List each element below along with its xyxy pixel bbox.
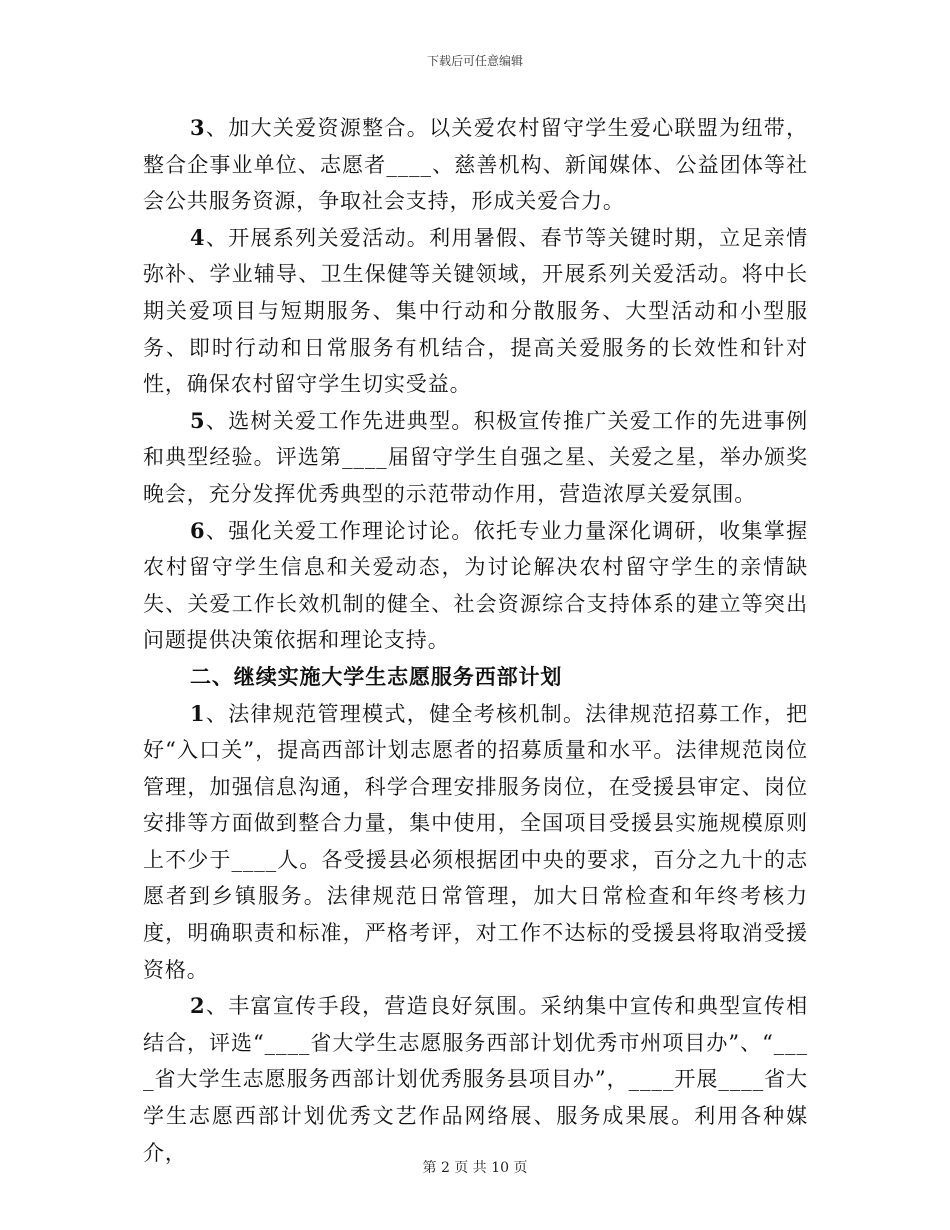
paragraph-item-5 (143, 403, 808, 513)
paragraph-text: 、法律规范管理模式，健全考核机制。法律规范招募工作，把好“入口关”，提高西部计划志愿者的招募质量和水平。法律规范岗位管理，加强信息沟通，科学合理安排服务岗位，在受援县审定、岗位安排等方面做到整合力量，集中使用，全国项目受援县实施规模原则上不少于____人。各受援县必须根据团中央的要求，百分之九十的志愿者到乡镇服务。法律规范日常管理，加大日常检查和年终考核力度，明确职责和标准，严格考评，对工作不达标的受援县将取消受援资格。 (143, 701, 808, 982)
paragraph-text: 、强化关爱工作理论讨论。依托专业力量深化调研，收集掌握农村留守学生信息和关爱动态，为讨论解决农村留守学生的亲情缺失、关爱工作长效机制的健全、社会资源综合支持体系的建立等突出问题提供决策依据和理论支持。 (143, 518, 808, 653)
item-number: 4 (190, 224, 206, 250)
paragraph-text: 、加大关爱资源整合。以关爱农村留守学生爱心联盟为纽带，整合企事业单位、志愿者____、慈善机构、新闻媒体、公益团体等社会公共服务资源，争取社会支持，形成关爱合力。 (143, 116, 808, 214)
paragraph-item-2 (143, 988, 808, 1171)
page-header-note: 下载后可任意编辑 (426, 54, 523, 68)
item-number: 5 (190, 407, 206, 433)
item-number: 6 (190, 517, 206, 543)
item-number: 2 (190, 993, 206, 1019)
paragraph-item-6 (143, 513, 808, 659)
document-body (143, 110, 808, 1171)
paragraph-item-4 (143, 220, 808, 403)
paragraph-text: 、丰富宣传手段，营造良好氛围。采纳集中宣传和典型宣传相结合，评选“____省大学生志愿服务西部计划优秀市州项目办”、“____省大学生志愿服务西部计划优秀服务县项目办”，____开展____省大学生志愿西部计划优秀文艺作品网络展、服务成果展。利用各种媒介， (143, 994, 808, 1165)
item-number: 1 (190, 700, 206, 726)
page-footer-number: 第 2 页 共 10 页 (422, 1160, 528, 1176)
paragraph-item-1 (143, 696, 808, 989)
section-heading: 二、继续实施大学生志愿服务西部计划 (190, 663, 563, 689)
item-number: 3 (190, 115, 206, 140)
paragraph-text: 、选树关爱工作先进典型。积极宣传推广关爱工作的先进事例和典型经验。评选第____届留守学生自强之星、关爱之星，举办颁奖晚会，充分发挥优秀典型的示范带动作用，营造浓厚关爱氛围。 (143, 408, 808, 506)
paragraph-text: 、开展系列关爱活动。利用暑假、春节等关键时期，立足亲情弥补、学业辅导、卫生保健等关键领域，开展系列关爱活动。将中长期关爱项目与短期服务、集中行动和分散服务、大型活动和小型服务、即时行动和日常服务有机结合，提高关爱服务的长效性和针对性，确保农村留守学生切实受益。 (143, 225, 808, 397)
paragraph-item-3 (143, 110, 808, 220)
